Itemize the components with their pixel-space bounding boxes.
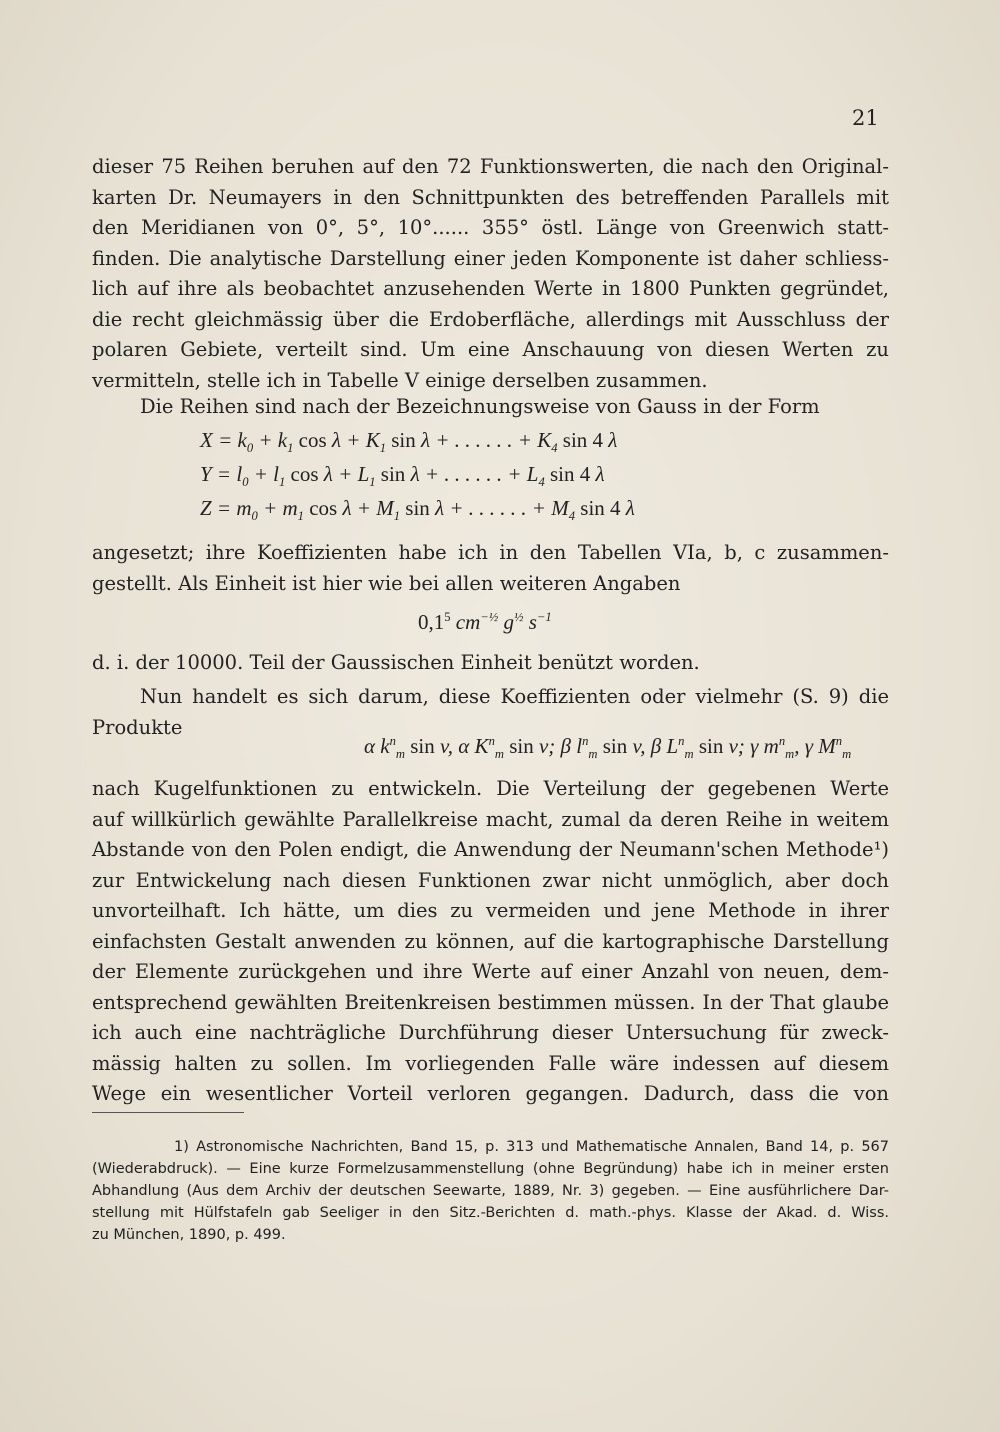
paragraph-2 <box>92 392 889 423</box>
text-line: einfachsten Gestalt anwenden zu können, auf die kartographische Darstellung <box>92 929 889 953</box>
text-line: vermitteln, stelle ich in Tabelle V einige derselben zusammen. <box>92 368 708 392</box>
formula-unit: $0,1^5$ $cm^{-\frac{1}{2}}$ $g^{\frac{1}{2}}$ $s^{-1}$ <box>418 610 552 634</box>
text-line: zur Entwickelung nach diesen Funktionen zwar nicht unmöglich, aber doch <box>92 868 889 892</box>
text-line: angesetzt; ihre Koeffizienten habe ich in den Tabellen VIa, b, c zusammen- <box>92 541 889 564</box>
text-line: unvorteilhaft. Ich hätte, um dies zu vermeiden und jene Methode in ihrer <box>92 899 889 922</box>
text-line: Nun handelt es sich darum, diese Koeffizienten oder vielmehr (S. 9) die <box>140 685 889 708</box>
text-line: d. i. der 10000. Teil der Gaussischen Einheit benützt worden. <box>92 651 700 674</box>
footnote <box>92 1136 889 1246</box>
footnote-rule <box>92 1112 244 1113</box>
text-line: entsprechend gewählten Breitenkreisen bestimmen müssen. In der That glaube <box>92 990 889 1014</box>
formula-products: α $k^n_m$ sin v, α $K^n_m$ sin v; β $l^n_m$ sin v, β $L^n_m$ sin v; γ $m^n_m$, γ $M^n_m$ <box>364 734 852 762</box>
paragraph-1 <box>92 152 889 396</box>
text-line: lich auf ihre als beobachtet anzusehenden Werte in 1800 Punkten gegründet, <box>92 277 889 300</box>
text-line: Wege ein wesentlicher Vorteil verloren gegangen. Dadurch, dass die von <box>92 1082 889 1105</box>
text-line: auf willkürlich gewählte Parallelkreise macht, zumal da deren Reihe in weitem <box>92 807 889 831</box>
text-line: mässig halten zu sollen. Im vorliegenden Falle wäre indessen auf diesem <box>92 1051 889 1075</box>
page-number: 21 <box>852 106 879 130</box>
footnote-line: Abhandlung (Aus dem Archiv der deutschen Seewarte, 1889, Nr. 3) gegeben. — Eine ausführlichere Dar- <box>92 1183 889 1199</box>
text-line: Abstande von den Polen endigt, die Anwendung der Neumann'schen Methode¹) <box>92 838 889 861</box>
text-line: Die Reihen sind nach der Bezeichnungsweise von Gauss in der Form <box>140 395 820 418</box>
formula-x: $X = k_0 + k_1$ $\cos \lambda + K_1$ sin λ + . . . . . . + $K_4$ sin 4 λ <box>200 428 618 456</box>
text-line: karten Dr. Neumayers in den Schnittpunkten des betreffenden Parallels mit <box>92 185 889 209</box>
text-line: finden. Die analytische Darstellung einer jeden Komponente ist daher schliess- <box>92 246 889 270</box>
text-line: dieser 75 Reihen beruhen auf den 72 Funktionswerten, die nach den Original- <box>92 155 889 178</box>
text-line: der Elemente zurückgehen und ihre Werte auf einer Anzahl von neuen, dem- <box>92 960 889 983</box>
footnote-line: (Wiederabdruck). — Eine kurze Formelzusammenstellung (ohne Begründung) habe ich in meiner ersten <box>92 1161 889 1177</box>
paragraph-6 <box>92 774 889 1110</box>
formula-y: $Y = l_0 + l_1$ $\cos \lambda + L_1$ sin λ + . . . . . . + $L_4$ sin 4 λ <box>200 462 605 490</box>
text-line: polaren Gebiete, verteilt sind. Um eine Anschauung von diesen Werten zu <box>92 338 889 361</box>
text-line: nach Kugelfunktionen zu entwickeln. Die Verteilung der gegebenen Werte <box>92 777 889 800</box>
formula-z: $Z = m_0 + m_1$ $\cos \lambda + M_1$ sin λ + . . . . . . + $M_4$ sin 4 λ <box>200 496 635 524</box>
footnote-line: 1) Astronomische Nachrichten, Band 15, p. 313 und Mathematische Annalen, Band 14, p. 567 <box>174 1139 889 1155</box>
paragraph-4 <box>92 648 889 679</box>
text-line: die recht gleichmässig über die Erdoberfläche, allerdings mit Ausschluss der <box>92 307 889 331</box>
text-line: Produkte <box>92 715 183 739</box>
text-line: den Meridianen von 0°, 5°, 10°...... 355° östl. Länge von Greenwich statt- <box>92 216 889 239</box>
footnote-line: zu München, 1890, p. 499. <box>92 1227 286 1243</box>
paragraph-3 <box>92 538 889 599</box>
footnote-line: stellung mit Hülfstafeln gab Seeliger in den Sitz.-Berichten d. math.-phys. Klasse der Akad. d. Wiss. <box>92 1205 889 1221</box>
text-line: gestellt. Als Einheit ist hier wie bei allen weiteren Angaben <box>92 571 681 595</box>
text-line: ich auch eine nachträgliche Durchführung dieser Untersuchung für zweck- <box>92 1021 889 1044</box>
